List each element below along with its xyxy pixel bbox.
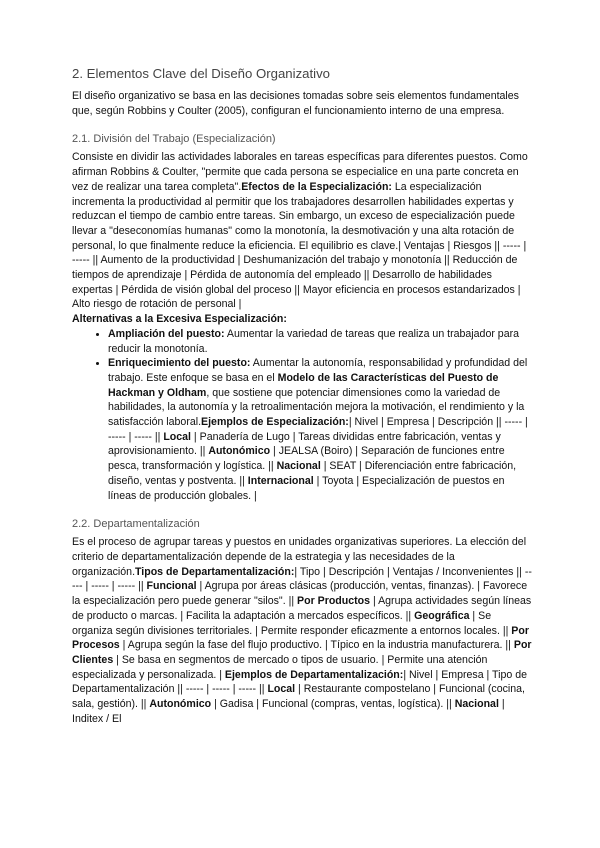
bold-run: Modelo de las Características del Puesto de Hackman y Oldham [108,371,499,399]
section-intro: El diseño organizativo se basa en las decisiones tomadas sobre seis elementos fundamentales que, según Robbins y Coulter (2005), configuran el funcionamiento interno de una empresa. [72,90,519,117]
document-page [72,66,532,726]
bold-run: Autonómico [208,445,271,458]
bold-run: Local [267,683,296,696]
bold-run: Enriquecimiento del puesto: [108,357,251,370]
text-run: | Se organiza según divisiones territoriales. | Permite responder eficazmente a entornos locales. || [72,609,512,637]
bold-run: Por Procesos [72,624,529,652]
text-run: | Tipo | Descripción | Ventajas / Inconvenientes || ----- | ----- | ----- || [72,565,532,593]
text-run: La especialización incrementa la productividad al permitir que los trabajadores desarrollen habilidades expertas y reduzcan el tiempo de cambio entre tareas. Sin embargo, un exceso de especialización puede llevar a "deseconomías humanas" como la monotonía, la desmotivación y una alta rotación de personal, lo que finalmente reduce la eficiencia. El equilibrio es clave.| Ventajas | Riesgos || ----- | ----- || Aumento de la productividad | Deshumanización del trabajo y monotonía || Reducción de tiempos de aprendizaje | Pérdida de autonomía del empleado || Desarrollo de habilidades expertas | Pérdida de visión global del proceso || Mayor eficiencia en procesos estandarizados | Alto riesgo de rotación de personal | [72,180,527,311]
bold-run: Ejemplos de Departamentalización: [224,668,404,681]
bold-run: Funcional [146,580,197,593]
text-run: Aumentar la autonomía, responsabilidad y profundidad del trabajo. Este enfoque se basa en el [108,357,528,384]
list-item [108,327,532,356]
section-title: 2. Elementos Clave del Diseño Organizativo [72,66,331,81]
bold-run: Ampliación del puesto: [108,327,225,340]
bold-run: Autonómico [149,698,212,711]
bold-run: Ejemplos de Especialización: [201,416,349,429]
bold-run: Internacional [247,474,314,487]
bold-run: Nacional [276,460,321,473]
paragraph-departmentalization [72,535,532,726]
alternatives-heading [72,312,532,327]
text-run: | Nivel | Empresa | Descripción || ----- | ----- | ----- || [108,416,528,443]
bold-run: Alternativas a la Excesiva Especialización: [72,313,287,326]
paragraph-specialization [72,150,532,312]
text-run: | Toyota | Especialización de puestos en líneas de producción globales. | [108,474,505,502]
bold-run: Local [163,430,191,443]
text-run: | Agrupa según la fase del flujo productivo. | Típico en la industria manufacturera. || [119,639,514,652]
subsection-title-2-1: 2.1. División del Trabajo (Especialización) [72,133,276,146]
text-run: | Restaurante compostelano | Funcional (cocina, sala, gestión). || [72,683,525,711]
text-run: | Agrupa actividades según líneas de producto o marcas. | Facilita la adaptación a mercados específicos. || [72,595,532,622]
subsection-title-2-2: 2.2. Departamentalización [72,518,200,531]
text-run: | Panadería de Lugo | Tareas divididas entre fabricación, ventas y aprovisionamiento. || [108,430,501,458]
bold-run: Geográfica [414,609,470,622]
list-item [108,356,532,503]
bold-run: Por Productos [297,595,371,608]
text-run: Aumentar la variedad de tareas que realiza un trabajador para reducir la monotonía. [108,327,520,355]
text-run: | Inditex / El [72,698,505,725]
text-run: | SEAT | Diferenciación entre fabricación, diseño, ventas y postventa. || [108,460,517,487]
text-run: | Nivel | Empresa | Tipo de Departamentalización || ----- | ----- | ----- || [72,668,527,696]
bold-run: Nacional [454,698,499,711]
text-run: Consiste en dividir las actividades laborales en tareas específicas para diferentes puestos. Como afirman Robbins & Coulter, "permite que cada persona se especialice en una parte concreta en vez de realizar una tarea completa". [72,151,528,193]
alternatives-list [72,327,532,503]
text-run: Es el proceso de agrupar tareas y puestos en unidades organizativas superiores. La elección del criterio de departamentalización depende de la estrategia y las necesidades de la organización. [72,536,527,578]
text-run: | Agrupa por áreas clásicas (producción, ventas, finanzas). | Favorece la especialización pero puede generar "silos". || [72,580,528,608]
bold-run: Tipos de Departamentalización: [135,565,295,578]
bold-run: Por Clientes [72,639,532,666]
text-run: | Se basa en segmentos de mercado o tipos de usuario. | Permite una atención especializada y personalizada. | [72,653,488,681]
text-run: | Gadisa | Funcional (compras, ventas, logística). || [211,698,455,711]
text-run: | JEALSA (Boiro) | Separación de funciones entre pesca, transformación y logística. || [108,445,505,473]
text-run: , que sostiene que potenciar dimensiones como la variedad de habilidades, la autonomía y la retroalimentación mejora la motivación, el rendimiento y la satisfacción laboral. [108,386,525,429]
bold-run: Efectos de la Especialización: [241,180,392,193]
